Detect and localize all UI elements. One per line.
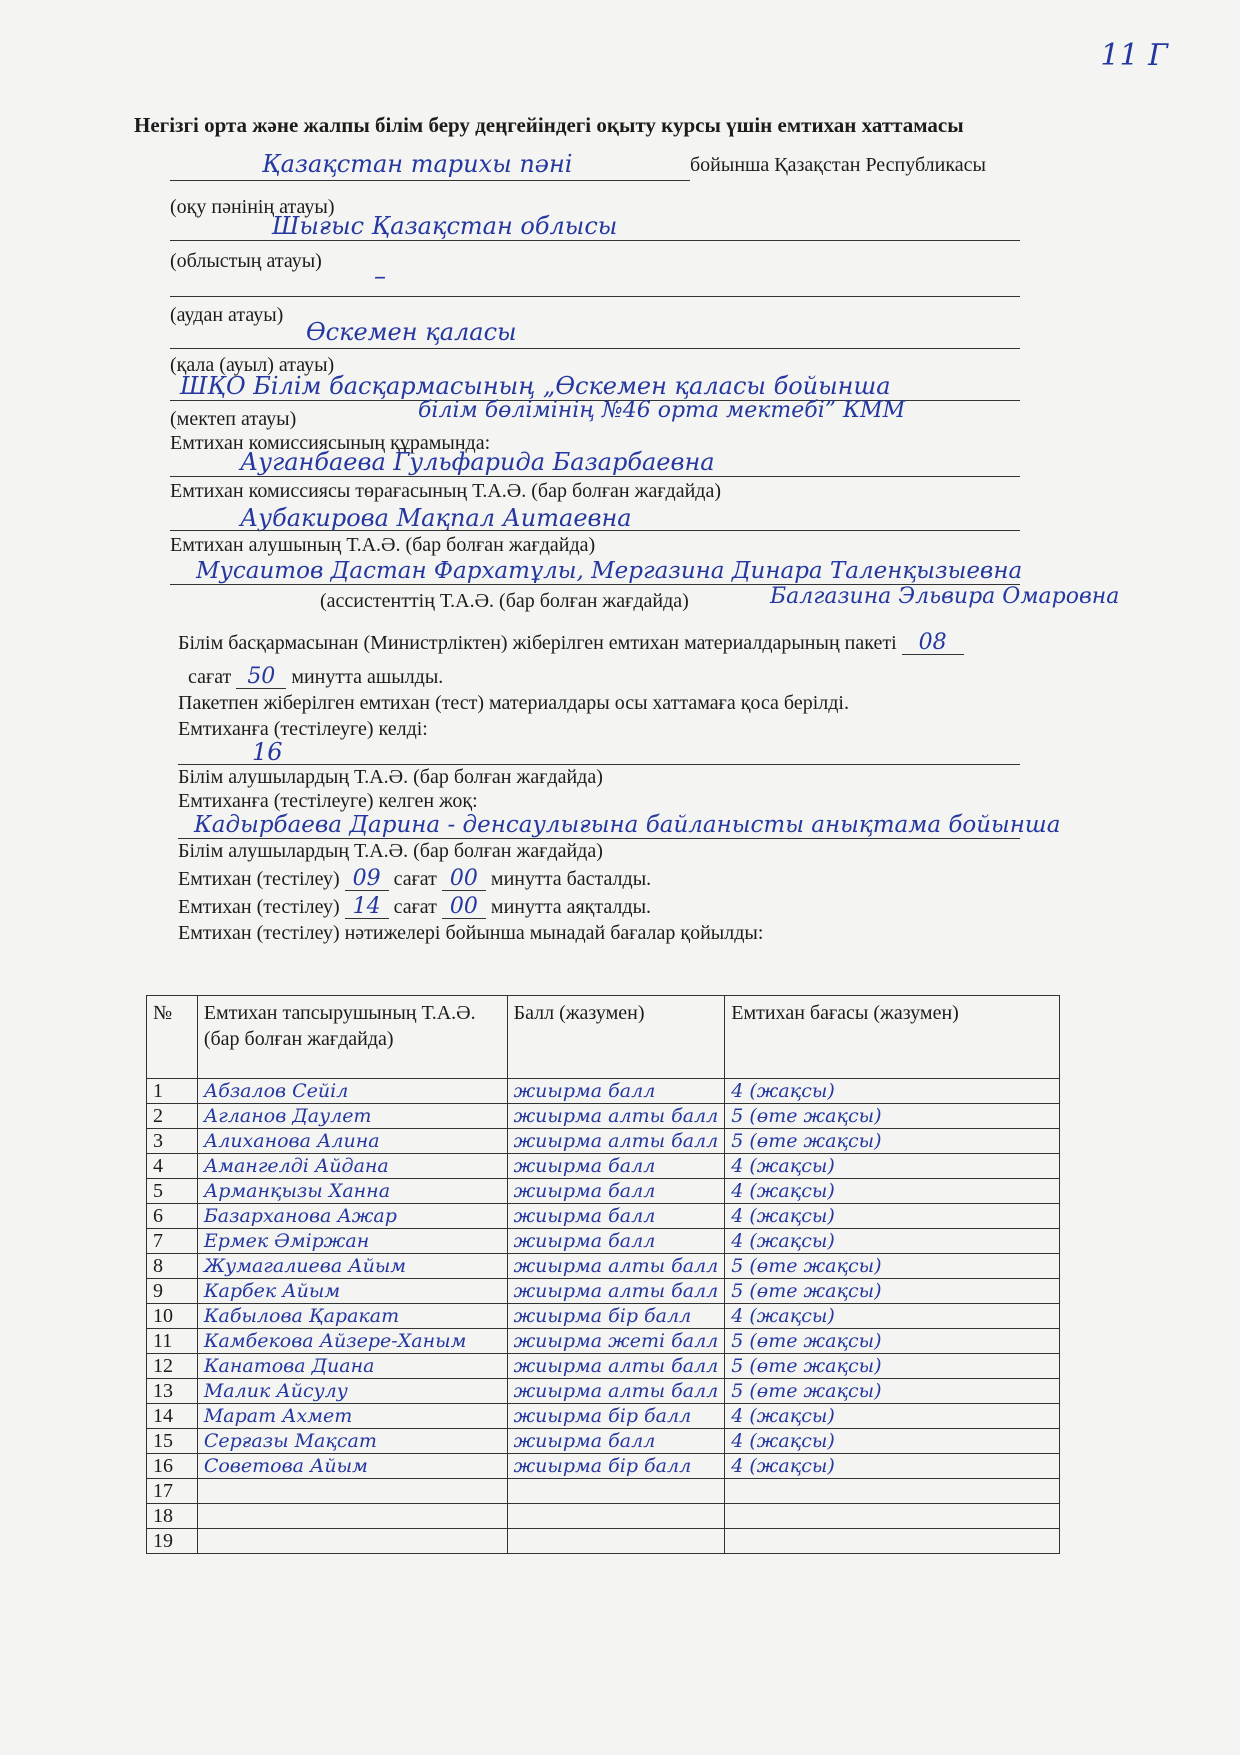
score-words: жиырма алты балл — [507, 1379, 725, 1404]
table-row — [147, 1229, 1060, 1254]
grade-words: 4 (жақсы) — [725, 1429, 1060, 1454]
district-label: (аудан атауы) — [170, 304, 284, 326]
score-words: жиырма алты балл — [507, 1129, 725, 1154]
package-line2 — [188, 666, 443, 689]
table-row — [147, 1104, 1060, 1129]
grade-words: 4 (жақсы) — [725, 1229, 1060, 1254]
grade-words: 4 (жақсы) — [725, 1179, 1060, 1204]
district-value: – — [374, 262, 386, 290]
absent-label: Емтиханға (тестілеуге) келген жоқ: — [178, 790, 478, 812]
package-text-3: минутта ашылды. — [291, 666, 444, 688]
school-value-line1: ШҚО Білім басқармасының „Өскемен қаласы бойынша — [180, 372, 891, 400]
table-row — [147, 1129, 1060, 1154]
table-row — [147, 1379, 1060, 1404]
package-line1 — [178, 632, 964, 655]
package-text-2: сағат — [188, 666, 232, 688]
score-words: жиырма алты балл — [507, 1354, 725, 1379]
table-row — [147, 1529, 1060, 1554]
city-label: (қала (ауыл) атауы) — [170, 354, 335, 376]
score-words: жиырма балл — [507, 1154, 725, 1179]
table-row — [147, 1479, 1060, 1504]
student-name: Марат Ахмет — [197, 1404, 507, 1429]
header-score: Балл (жазумен) — [507, 996, 725, 1079]
table-row — [147, 1304, 1060, 1329]
score-words: жиырма балл — [507, 1429, 725, 1454]
table-row — [147, 1154, 1060, 1179]
start-time-line — [178, 868, 651, 891]
student-name: Кабылова Қаракат — [197, 1304, 507, 1329]
table-row — [147, 1454, 1060, 1479]
district-line — [170, 296, 1020, 297]
assistants-value-line1: Мусаитов Дастан Фархатұлы, Мергазина Динара Таленқызыевна — [196, 558, 1023, 584]
student-name: Базарханова Ажар — [197, 1204, 507, 1229]
school-value-line2: білім бөлімінің №46 орта мектебі” КММ — [418, 398, 906, 423]
row-number: 15 — [147, 1429, 198, 1454]
document-title: Негізгі орта және жалпы білім беру деңгейіндегі оқыту курсы үшін емтихан хаттамасы — [134, 113, 964, 137]
table-row — [147, 1404, 1060, 1429]
row-number: 12 — [147, 1354, 198, 1379]
row-number: 7 — [147, 1229, 198, 1254]
school-label: (мектеп атауы) — [170, 408, 297, 430]
score-words: жиырма бір балл — [507, 1454, 725, 1479]
grade-words — [725, 1529, 1060, 1554]
chairman-line — [170, 476, 1020, 477]
student-name: Абзалов Сейіл — [197, 1079, 507, 1104]
row-number: 3 — [147, 1129, 198, 1154]
grade-words: 4 (жақсы) — [725, 1154, 1060, 1179]
grade-words: 5 (өте жақсы) — [725, 1129, 1060, 1154]
arrived-line — [178, 764, 1020, 765]
score-words: жиырма жеті балл — [507, 1329, 725, 1354]
results-intro: Емтихан (тестілеу) нәтижелері бойынша мынадай бағалар қойылды: — [178, 922, 764, 944]
row-number: 10 — [147, 1304, 198, 1329]
table-row — [147, 1329, 1060, 1354]
table-header-row — [147, 996, 1060, 1079]
student-name: Жумагалиева Айым — [197, 1254, 507, 1279]
examiner-value: Аубакирова Мақпал Аитаевна — [240, 504, 632, 532]
score-words — [507, 1479, 725, 1504]
row-number: 6 — [147, 1204, 198, 1229]
score-words: жиырма алты балл — [507, 1279, 725, 1304]
grade-words: 4 (жақсы) — [725, 1454, 1060, 1479]
end-time-line — [178, 896, 651, 919]
attached-text: Пакетпен жіберілген емтихан (тест) материалдары осы хаттамаға қоса берілді. — [178, 692, 849, 714]
score-words: жиырма алты балл — [507, 1104, 725, 1129]
grade-words: 4 (жақсы) — [725, 1204, 1060, 1229]
student-name — [197, 1479, 507, 1504]
start-hour: 09 — [345, 868, 389, 891]
row-number: 11 — [147, 1329, 198, 1354]
end-minute: 00 — [442, 896, 486, 919]
row-number: 4 — [147, 1154, 198, 1179]
score-words: жиырма алты балл — [507, 1254, 725, 1279]
student-name: Камбекова Айзере-Ханым — [197, 1329, 507, 1354]
grade-words: 5 (өте жақсы) — [725, 1329, 1060, 1354]
header-grade: Емтихан бағасы (жазумен) — [725, 996, 1060, 1079]
start-suffix: минутта басталды. — [490, 868, 652, 890]
corner-note: 11 Г — [1100, 38, 1168, 73]
header-number: № — [147, 996, 198, 1079]
score-words: жиырма бір балл — [507, 1304, 725, 1329]
table-row — [147, 1179, 1060, 1204]
arrived-value: 16 — [252, 738, 283, 766]
grade-words: 4 (жақсы) — [725, 1079, 1060, 1104]
subject-line — [170, 180, 690, 181]
table-row — [147, 1279, 1060, 1304]
header-name: Емтихан тапсырушының Т.А.Ә. (бар болған жағдайда) — [197, 996, 507, 1079]
arrived-label: Емтиханға (тестілеуге) келді: — [178, 718, 428, 740]
absent-sub-label: Білім алушылардың Т.А.Ә. (бар болған жағдайда) — [178, 840, 603, 862]
grade-words: 5 (өте жақсы) — [725, 1354, 1060, 1379]
grade-words: 5 (өте жақсы) — [725, 1279, 1060, 1304]
score-words: жиырма балл — [507, 1204, 725, 1229]
package-text-1: Білім басқармасынан (Министрліктен) жіберілген емтихан материалдарының пакеті — [178, 632, 897, 654]
row-number: 2 — [147, 1104, 198, 1129]
table-row — [147, 1254, 1060, 1279]
start-mid: сағат — [393, 868, 437, 890]
student-name: Малик Айсулу — [197, 1379, 507, 1404]
package-minute: 50 — [236, 666, 286, 689]
student-name: Ермек Әміржан — [197, 1229, 507, 1254]
score-words: жиырма балл — [507, 1179, 725, 1204]
chairman-label: Емтихан комиссиясы төрағасының Т.А.Ә. (бар болған жағдайда) — [170, 480, 721, 502]
grade-words: 4 (жақсы) — [725, 1404, 1060, 1429]
student-name: Амангелді Айдана — [197, 1154, 507, 1179]
student-name — [197, 1504, 507, 1529]
row-number: 8 — [147, 1254, 198, 1279]
end-mid: сағат — [393, 896, 437, 918]
student-name: Карбек Айым — [197, 1279, 507, 1304]
score-words: жиырма балл — [507, 1079, 725, 1104]
absent-value: Кадырбаева Дарина - денсаулығына байланысты анықтама бойынша — [194, 812, 1061, 838]
row-number: 18 — [147, 1504, 198, 1529]
grade-words — [725, 1504, 1060, 1529]
region-value: Шығыс Қазақстан облысы — [272, 212, 618, 240]
table-row — [147, 1354, 1060, 1379]
row-number: 19 — [147, 1529, 198, 1554]
end-hour: 14 — [345, 896, 389, 919]
row-number: 13 — [147, 1379, 198, 1404]
subject-value: Қазақстан тарихы пәні — [262, 150, 573, 178]
region-label: (облыстың атауы) — [170, 250, 322, 272]
start-minute: 00 — [442, 868, 486, 891]
absent-line — [178, 838, 1020, 839]
region-line — [170, 240, 1020, 241]
row-number: 5 — [147, 1179, 198, 1204]
subject-suffix: бойынша Қазақстан Республикасы — [690, 154, 986, 176]
end-prefix: Емтихан (тестілеу) — [178, 896, 340, 918]
assistants-value-line2: Балгазина Эльвира Омаровна — [770, 584, 1120, 609]
grade-words: 5 (өте жақсы) — [725, 1379, 1060, 1404]
score-words: жиырма бір балл — [507, 1404, 725, 1429]
student-name: Агланов Даулет — [197, 1104, 507, 1129]
examiner-label: Емтихан алушының Т.А.Ә. (бар болған жағдайда) — [170, 534, 596, 556]
row-number: 17 — [147, 1479, 198, 1504]
score-words — [507, 1529, 725, 1554]
grade-words — [725, 1479, 1060, 1504]
commission-intro: Емтихан комиссиясының құрамында: — [170, 432, 491, 454]
student-name: Канатова Диана — [197, 1354, 507, 1379]
row-number: 14 — [147, 1404, 198, 1429]
package-hour: 08 — [902, 632, 964, 655]
table-row — [147, 1079, 1060, 1104]
end-suffix: минутта аяқталды. — [490, 896, 652, 918]
grades-table — [146, 995, 1060, 1554]
table-row — [147, 1429, 1060, 1454]
assistants-label: (ассистенттің Т.А.Ә. (бар болған жағдайда) — [320, 590, 689, 612]
student-name: Алиханова Алина — [197, 1129, 507, 1154]
grade-words: 5 (өте жақсы) — [725, 1254, 1060, 1279]
arrived-sub-label: Білім алушылардың Т.А.Ә. (бар болған жағдайда) — [178, 766, 603, 788]
examiner-line — [170, 530, 1020, 531]
row-number: 16 — [147, 1454, 198, 1479]
student-name: Арманқызы Ханна — [197, 1179, 507, 1204]
start-prefix: Емтихан (тестілеу) — [178, 868, 340, 890]
row-number: 9 — [147, 1279, 198, 1304]
city-value: Өскемен қаласы — [306, 318, 517, 346]
score-words: жиырма балл — [507, 1229, 725, 1254]
city-line — [170, 348, 1020, 349]
grade-words: 5 (өте жақсы) — [725, 1104, 1060, 1129]
student-name: Серғазы Мақсат — [197, 1429, 507, 1454]
student-name: Советова Айым — [197, 1454, 507, 1479]
score-words — [507, 1504, 725, 1529]
row-number: 1 — [147, 1079, 198, 1104]
student-name — [197, 1529, 507, 1554]
table-row — [147, 1204, 1060, 1229]
grade-words: 4 (жақсы) — [725, 1304, 1060, 1329]
chairman-value: Ауганбаева Гульфарида Базарбаевна — [240, 448, 715, 476]
subject-label: (оқу пәнінің атауы) — [170, 196, 335, 218]
table-row — [147, 1504, 1060, 1529]
